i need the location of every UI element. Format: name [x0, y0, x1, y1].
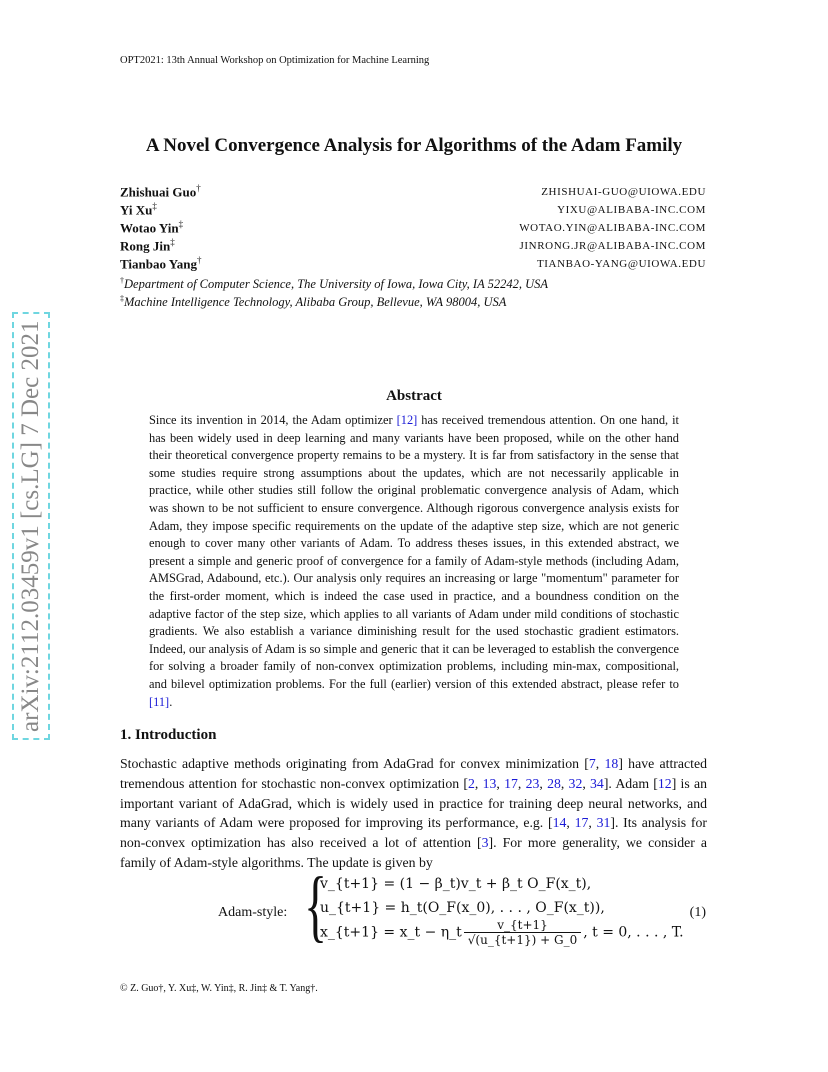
- author-name: Wotao Yin‡: [120, 219, 184, 236]
- affiliation: †Department of Computer Science, The University of Iowa, Iowa City, IA 52242, USA: [120, 276, 549, 292]
- citation-link[interactable]: 18: [604, 756, 619, 771]
- section-heading: 1. Introduction: [120, 727, 217, 743]
- venue-header: OPT2021: 13th Annual Workshop on Optimization for Machine Learning: [120, 55, 430, 66]
- citation-link[interactable]: 12: [657, 775, 672, 791]
- citation-link[interactable]: 7: [588, 756, 596, 771]
- author-name: Zhishuai Guo†: [120, 183, 201, 200]
- equation-line: u_{t+1} = h_t(O_F(x_0), . . . , O_F(x_t)),: [320, 900, 605, 916]
- author-email: JINRONG.JR@ALIBABA-INC.COM: [519, 240, 706, 252]
- citation-link[interactable]: 31: [596, 815, 611, 831]
- citation-link[interactable]: 34: [590, 775, 604, 791]
- equation-label: Adam-style:: [218, 905, 288, 920]
- citation-link[interactable]: [11]: [149, 694, 170, 709]
- citation-link[interactable]: 17: [504, 775, 518, 791]
- citation-link[interactable]: 13: [482, 775, 497, 791]
- citation-link[interactable]: 17: [574, 815, 589, 831]
- abstract-body: Since its invention in 2014, the Adam optimizer [12] has received tremendous attention. On one hand, it has been widely used in deep learning and many variants have been proposed, while on the other hand their theoretical convergence property remains to be a mystery. It is far from satisfactory in the sense that some studies require strong assumptions about the updates, which are not necessarily applicable in practice, while other studies still follow the original problematic convergence analysis of Adam, which was shown to be not sufficient to ensure convergence. Although rigorous convergence analysis exists for Adam, they impose specific requirements on the update of the adaptive step size, which are not generic enough to cover many other variants of Adam. To address theses issues, in this extended abstract, we present a simple and generic proof of convergence for a family of Adam-style methods (including Adam, AMSGrad, Adabound, etc.). Our analysis only requires an increasing or large "momentum" parameter for the first-order moment, which is indeed the case used in practice, and a boundness condition on the adaptive factor of the step size, which applies to all variants of Adam under mild conditions of stochastic gradients. We also establish a variance diminishing result for the used stochastic gradient estimators. Indeed, our analysis of Adam is so simple and generic that it can be leveraged to establish the convergence for solving a broader family of non-convex optimization problems, including min-max, compositional, and bilevel optimization problems. For the full (earlier) version of this extended abstract, please refer to [11].: [149, 413, 679, 709]
- equation-number: (1): [689, 905, 706, 920]
- equation-brace: {: [304, 862, 328, 950]
- equation-line: x_{t+1} = x_t − η_t $\frac{v\_\{t+1\}}{√(u\_\{t+1\}) + G\_0}$ , t = 0, . . . , T.: [320, 918, 684, 947]
- equation-fraction: $\frac{v\_\{t+1\}}{√(u\_\{t+1\}) + G\_0}$: [464, 918, 581, 947]
- citation-link[interactable]: 23: [525, 775, 540, 791]
- author-email: YIXU@ALIBABA-INC.COM: [557, 204, 706, 216]
- author-email: WOTAO.YIN@ALIBABA-INC.COM: [519, 222, 706, 234]
- intro-paragraph: Stochastic adaptive methods originating from AdaGrad for convex minimization [7, 18] have attracted tremendous attention for stochastic non-convex optimization [2, 13, 17, 23, 28, 32, 34]. Adam [12] is an important variant of AdaGrad, which is widely used in practice for training deep neural networks, and many variants of Adam were proposed for improving its performance, e.g. [14, 17, 31]. Its analysis for non-convex optimization has also received a lot of attention [3]. For more generality, we consider a family of Adam-style algorithms. The update is given by: [120, 756, 707, 870]
- citation-link[interactable]: 2: [468, 775, 475, 791]
- paper-title: A Novel Convergence Analysis for Algorithms of the Adam Family: [145, 135, 683, 156]
- author-email: TIANBAO-YANG@UIOWA.EDU: [536, 258, 706, 270]
- author-email: ZHISHUAI-GUO@UIOWA.EDU: [541, 186, 706, 198]
- author-name: Yi Xu‡: [120, 201, 157, 218]
- copyright-footer: © Z. Guo†, Y. Xu‡, W. Yin‡, R. Jin‡ & T. Yang†.: [120, 983, 318, 994]
- citation-link[interactable]: [12]: [396, 413, 418, 427]
- citation-link[interactable]: 32: [568, 775, 583, 791]
- citation-link[interactable]: 3: [481, 835, 489, 851]
- author-name: Tianbao Yang†: [120, 255, 202, 272]
- citation-link[interactable]: 28: [547, 775, 561, 791]
- author-name: Rong Jin‡: [120, 237, 175, 254]
- equation-line: v_{t+1} = (1 − β_t)v_t + β_t O_F(x_t),: [320, 876, 592, 892]
- arxiv-stamp: arXiv:2112.03459v1 [cs.LG] 7 Dec 2021: [12, 313, 50, 741]
- abstract-heading: Abstract: [386, 388, 442, 404]
- affiliation: ‡Machine Intelligence Technology, Alibaba Group, Bellevue, WA 98004, USA: [120, 294, 507, 310]
- citation-link[interactable]: 14: [552, 815, 567, 831]
